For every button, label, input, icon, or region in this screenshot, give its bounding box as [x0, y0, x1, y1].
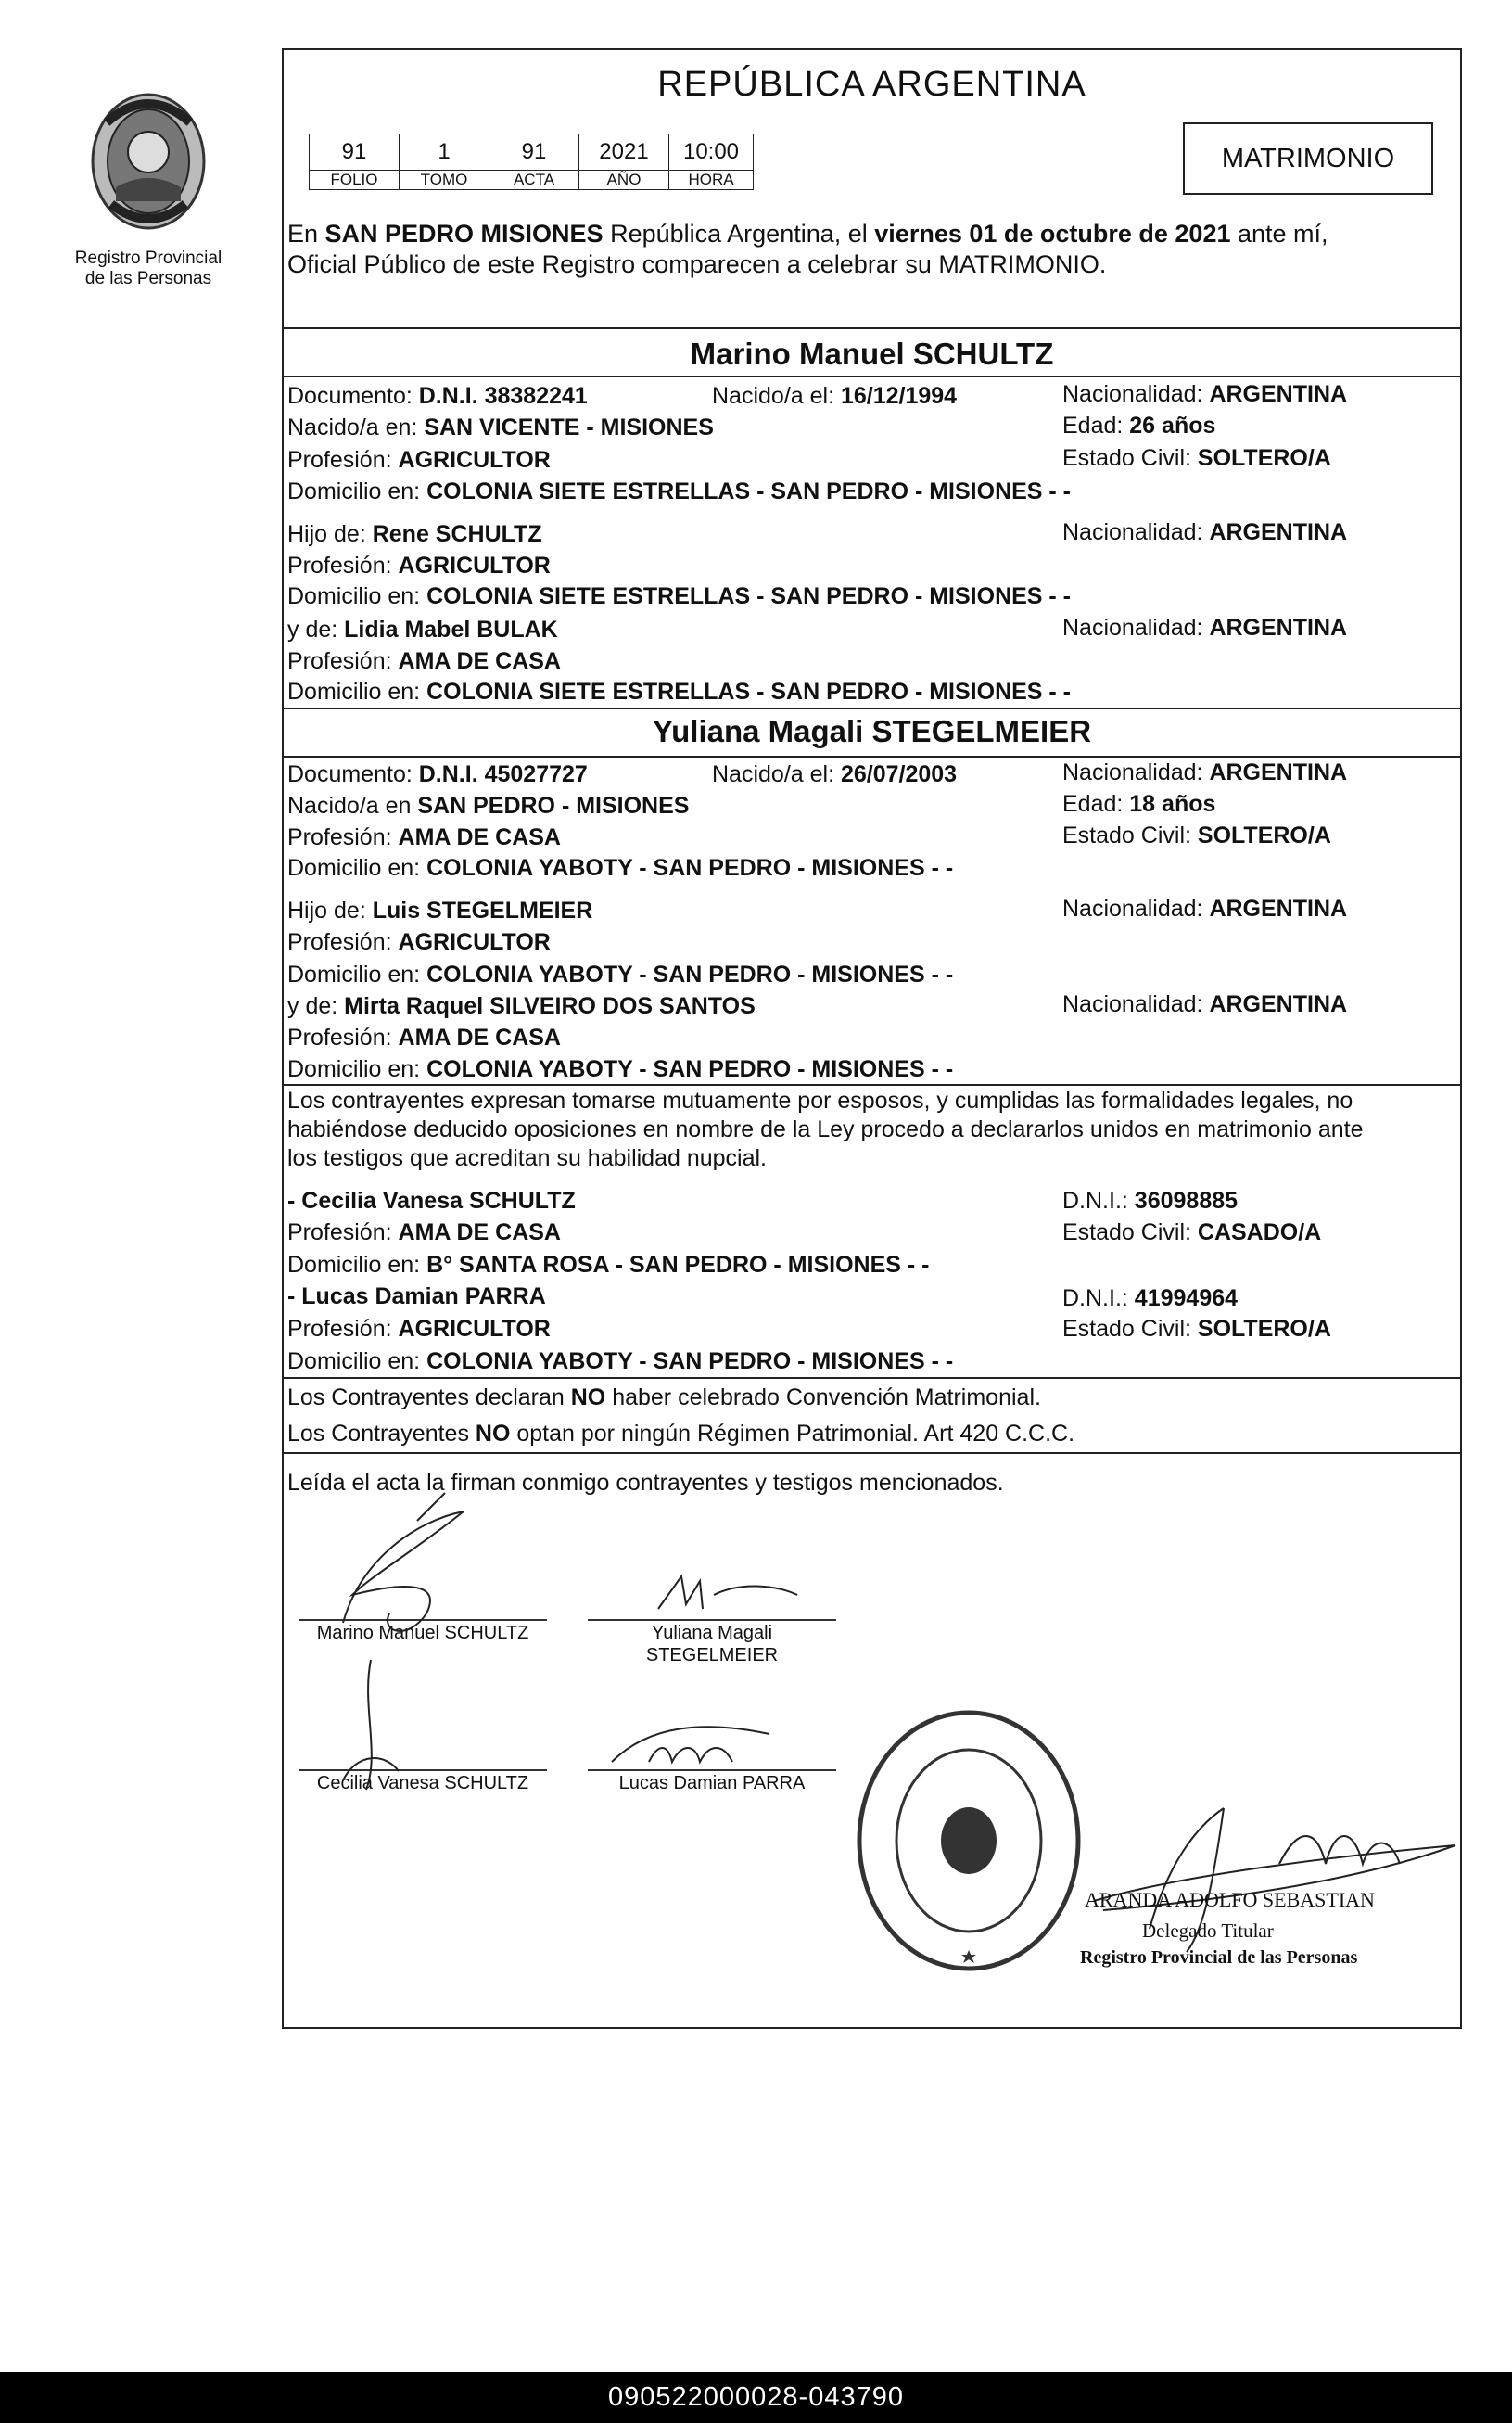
logo-caption: Registro Provincial de las Personas — [74, 249, 222, 288]
ano-label: AÑO — [579, 171, 669, 190]
official-stamp-icon — [848, 1702, 1089, 1980]
bride-mother-address: Domicilio en: COLONIA YABOTY - SAN PEDRO - MISIONES - - — [287, 1056, 954, 1082]
provincial-seal-icon — [79, 85, 218, 243]
acta-label: ACTA — [489, 171, 579, 190]
bride-father-profession: Profesión: AGRICULTOR — [287, 929, 551, 955]
groom-document: Documento: D.N.I. 38382241 — [287, 383, 588, 409]
witness-1-signature-scribble — [315, 1651, 426, 1799]
bride-mother-nationality: Nacionalidad: ARGENTINA — [1062, 991, 1348, 1017]
groom-name-heading: Marino Manuel SCHULTZ — [690, 337, 1054, 371]
tomo-value: 1 — [400, 134, 489, 171]
witness-1-name: - Cecilia Vanesa SCHULTZ — [287, 1188, 576, 1214]
groom-father-profession: Profesión: AGRICULTOR — [287, 553, 551, 579]
groom-signature-scribble — [306, 1484, 584, 1651]
closing-statement: Leída el acta la firman conmigo contrayentes y testigos mencionados. — [287, 1470, 1004, 1496]
groom-mother-profession: Profesión: AMA DE CASA — [287, 648, 561, 674]
signature-label-bride: Yuliana Magali STEGELMEIER — [645, 1623, 779, 1665]
groom-age: Edad: 26 años — [1062, 413, 1216, 439]
witness-2-signature-scribble — [593, 1715, 816, 1780]
bride-birthdate: Nacido/a el: 26/07/2003 — [712, 761, 958, 787]
witness-1-dni: D.N.I.: 36098885 — [1062, 1188, 1239, 1214]
official-title: Delegado Titular — [1142, 1919, 1274, 1942]
bride-father: Hijo de: Luis STEGELMEIER — [287, 898, 593, 924]
signature-label-witness-1: Cecilia Vanesa SCHULTZ — [316, 1773, 529, 1793]
witness-1-address: Domicilio en: B° SANTA ROSA - SAN PEDRO - MISIONES - - — [287, 1252, 930, 1278]
bride-age: Edad: 18 años — [1062, 791, 1216, 817]
witness-2-dni: D.N.I.: 41994964 — [1062, 1285, 1239, 1311]
groom-birthdate: Nacido/a el: 16/12/1994 — [712, 383, 958, 409]
bride-nationality: Nacionalidad: ARGENTINA — [1062, 759, 1348, 785]
witness-1-profession: Profesión: AMA DE CASA — [287, 1219, 561, 1245]
groom-mother-address: Domicilio en: COLONIA SIETE ESTRELLAS - SAN PEDRO - MISIONES - - — [287, 679, 1072, 705]
bride-father-address: Domicilio en: COLONIA YABOTY - SAN PEDRO - MISIONES - - — [287, 962, 954, 988]
acta-value: 91 — [489, 134, 579, 171]
registry-table — [309, 134, 754, 190]
groom-birthplace: Nacido/a en: SAN VICENTE - MISIONES — [287, 414, 714, 440]
intro-line-2: Oficial Público de este Registro comparecen a celebrar su MATRIMONIO. — [287, 250, 1107, 278]
groom-father-nationality: Nacionalidad: ARGENTINA — [1062, 519, 1348, 545]
official-name: ARANDA ADOLFO SEBASTIAN — [1085, 1888, 1375, 1911]
bride-father-nationality: Nacionalidad: ARGENTINA — [1062, 896, 1348, 922]
declaration-paragraph: Los contrayentes expresan tomarse mutuamente por esposos, y cumplidas las formalidades legales, no habiéndose deducido oposiciones en nombre de la Ley procedo a declararlos unidos en matrimonio ante los testigos que acreditan su habilidad nupcial. — [287, 1088, 1364, 1171]
act-type-box: MATRIMONIO — [1183, 122, 1433, 195]
folio-label: FOLIO — [310, 171, 400, 190]
hora-value: 10:00 — [669, 134, 754, 171]
hora-label: HORA — [669, 171, 754, 190]
document-barcode-number: 090522000028-043790 — [0, 2372, 1512, 2423]
signature-label-witness-2: Lucas Damian PARRA — [618, 1773, 806, 1793]
groom-mother-nationality: Nacionalidad: ARGENTINA — [1062, 615, 1348, 641]
bride-mother: y de: Mirta Raquel SILVEIRO DOS SANTOS — [287, 993, 756, 1019]
bride-address: Domicilio en: COLONIA YABOTY - SAN PEDRO - MISIONES - - — [287, 855, 954, 881]
tomo-label: TOMO — [400, 171, 489, 190]
bride-signature-scribble — [649, 1567, 816, 1632]
groom-civil-status: Estado Civil: SOLTERO/A — [1062, 445, 1331, 471]
intro-line-1: En SAN PEDRO MISIONES República Argentina, el viernes 01 de octubre de 2021 ante mí, — [287, 220, 1328, 248]
signature-label-groom: Marino Manuel SCHULTZ — [316, 1623, 529, 1643]
bride-document: Documento: D.N.I. 45027727 — [287, 761, 588, 787]
groom-father: Hijo de: Rene SCHULTZ — [287, 521, 542, 547]
country-title: REPÚBLICA ARGENTINA — [657, 65, 1086, 104]
witness-2-profession: Profesión: AGRICULTOR — [287, 1316, 551, 1342]
groom-address: Domicilio en: COLONIA SIETE ESTRELLAS - SAN PEDRO - MISIONES - - — [287, 478, 1072, 504]
groom-nationality: Nacionalidad: ARGENTINA — [1062, 381, 1348, 407]
bride-birthplace: Nacido/a en SAN PEDRO - MISIONES — [287, 793, 690, 819]
folio-value: 91 — [310, 134, 400, 171]
bride-mother-profession: Profesión: AMA DE CASA — [287, 1025, 561, 1051]
registry-logo — [79, 85, 218, 243]
groom-father-address: Domicilio en: COLONIA SIETE ESTRELLAS - SAN PEDRO - MISIONES - - — [287, 583, 1072, 609]
groom-mother: y de: Lidia Mabel BULAK — [287, 617, 558, 643]
regime-line-1: Los Contrayentes declaran NO haber celebrado Convención Matrimonial. — [287, 1384, 1041, 1410]
witness-1-civil-status: Estado Civil: CASADO/A — [1062, 1219, 1322, 1245]
regime-line-2: Los Contrayentes NO optan por ningún Régimen Patrimonial. Art 420 C.C.C. — [287, 1421, 1075, 1447]
ano-value: 2021 — [579, 134, 669, 171]
bride-profession: Profesión: AMA DE CASA — [287, 824, 561, 850]
bride-civil-status: Estado Civil: SOLTERO/A — [1062, 823, 1331, 848]
bride-name-heading: Yuliana Magali STEGELMEIER — [652, 714, 1092, 748]
witness-2-name: - Lucas Damian PARRA — [287, 1283, 546, 1309]
official-office: Registro Provincial de las Personas — [1080, 1947, 1358, 1968]
witness-2-address: Domicilio en: COLONIA YABOTY - SAN PEDRO - MISIONES - - — [287, 1348, 954, 1374]
groom-profession: Profesión: AGRICULTOR — [287, 447, 551, 473]
witness-2-civil-status: Estado Civil: SOLTERO/A — [1062, 1316, 1331, 1342]
